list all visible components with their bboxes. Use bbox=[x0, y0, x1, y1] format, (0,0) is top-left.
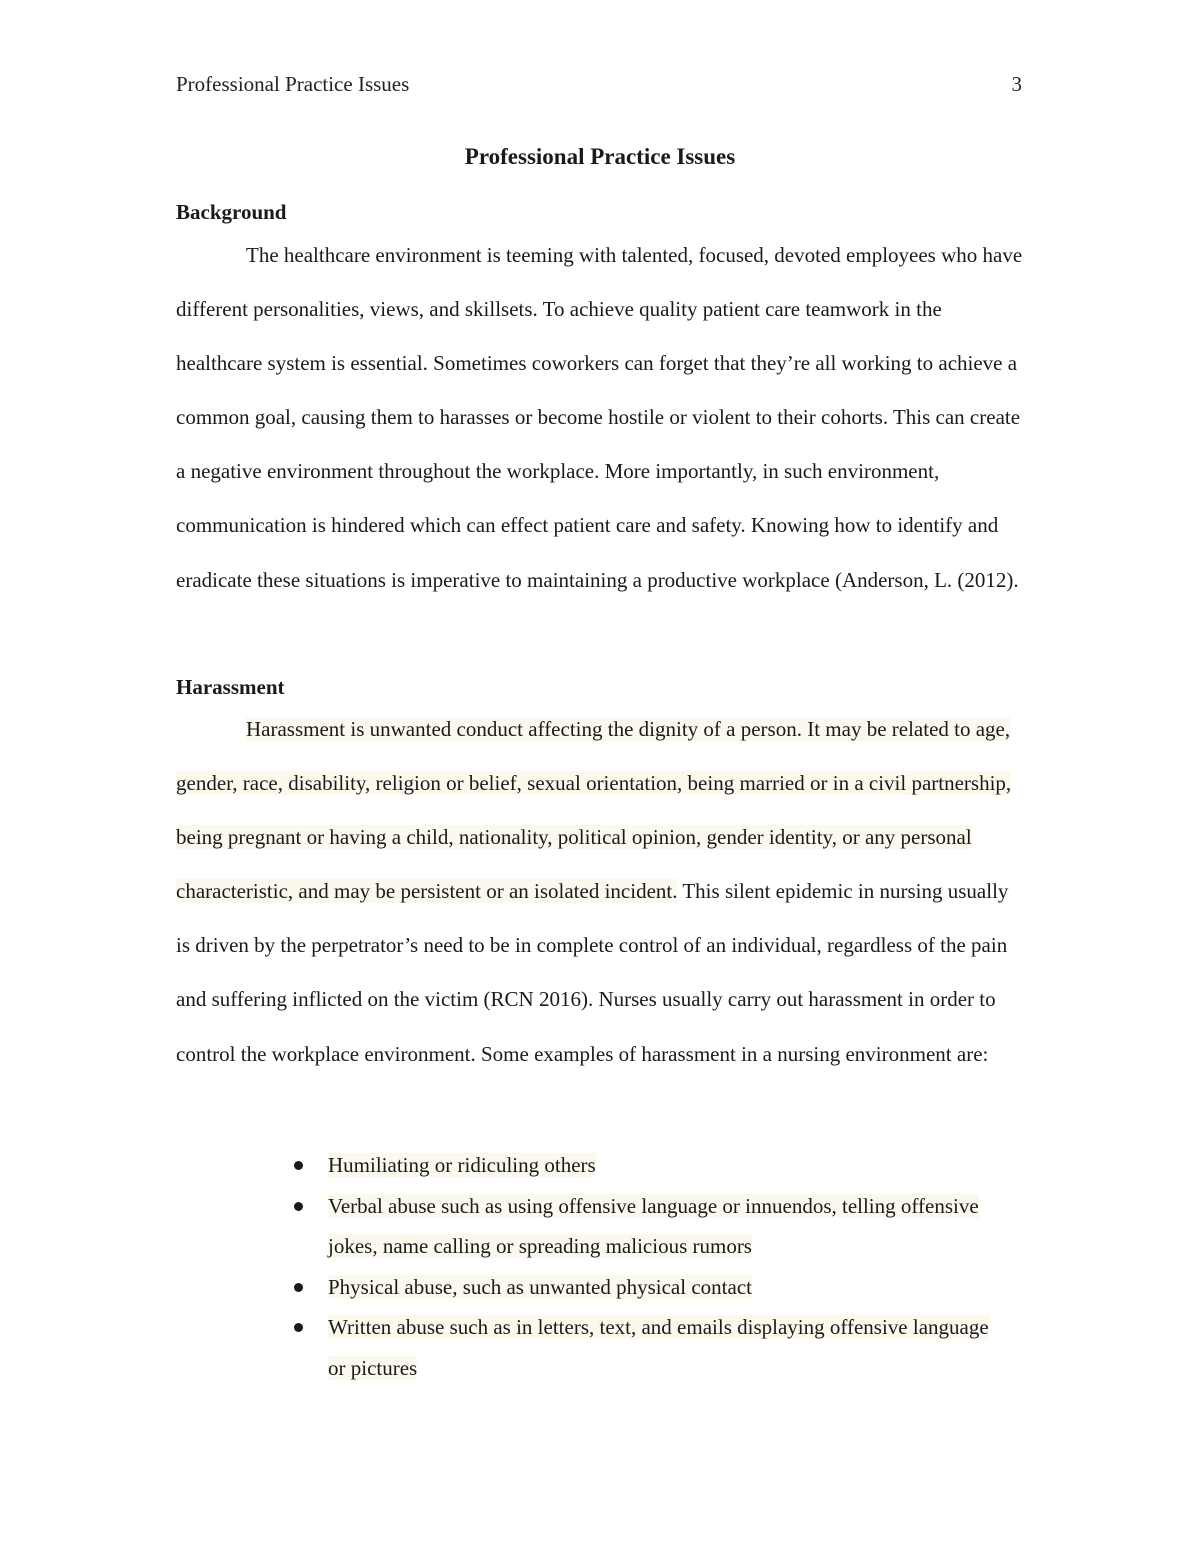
list-item bbox=[290, 1145, 990, 1186]
list-item bbox=[290, 1307, 990, 1388]
document-title: Professional Practice Issues bbox=[464, 144, 736, 169]
list-item bbox=[290, 1186, 990, 1267]
harassment-examples-list bbox=[290, 1145, 990, 1388]
list-item-text: Physical abuse, such as unwanted physical contact bbox=[328, 1274, 752, 1299]
running-head: Professional Practice Issues bbox=[176, 72, 410, 96]
bullet-icon bbox=[294, 1323, 303, 1332]
background-paragraph: The healthcare environment is teeming with talented, focused, devoted employees who have different personalities, views, and skillsets. To achieve quality patient care teamwork in the healthcare system is essential. Sometimes coworkers can forget that they’re all working to achieve a common goal, causing them to harasses or become hostile or violent to their cohorts. This can create a negative environment throughout the workplace. More importantly, in such environment, communication is hindered which can effect patient care and safety. Knowing how to identify and eradicate these situations is imperative to maintaining a productive workplace (Anderson, L. (2012). bbox=[176, 243, 1023, 592]
list-item bbox=[290, 1267, 990, 1308]
list-item-text: Written abuse such as in letters, text, and emails displaying offensive language or pictures bbox=[328, 1315, 989, 1380]
list-item-text: Verbal abuse such as using offensive language or innuendos, telling offensive jokes, name calling or spreading malicious rumors bbox=[328, 1193, 979, 1258]
heading-harassment: Harassment bbox=[176, 675, 285, 699]
heading-background: Background bbox=[176, 200, 287, 224]
harassment-paragraph-rest: This silent epidemic in nursing usually is driven by the perpetrator’s need to be in complete control of an individual, regardless of the pain and suffering inflicted on the victim (RCN 2016). Nurses usually carry out harassment in order to control the workplace environment. Some examples of harassment in a nursing environment are: bbox=[176, 879, 1009, 1066]
list-item-text: Humiliating or ridiculing others bbox=[328, 1153, 596, 1177]
harassment-definition: Harassment is unwanted conduct affecting the dignity of a person. It may be related to age, gender, race, disability, religion or belief, sexual orientation, being married or in a civil partnership, being pregnant or having a child, nationality, political opinion, gender identity, or any personal characteristic, and may be persistent or an isolated incident. bbox=[176, 717, 1012, 904]
bullet-icon bbox=[294, 1283, 303, 1292]
bullet-icon bbox=[294, 1161, 303, 1170]
harassment-paragraph bbox=[176, 702, 1024, 1081]
page-number: 3 bbox=[1011, 72, 1022, 96]
bullet-icon bbox=[294, 1202, 303, 1211]
